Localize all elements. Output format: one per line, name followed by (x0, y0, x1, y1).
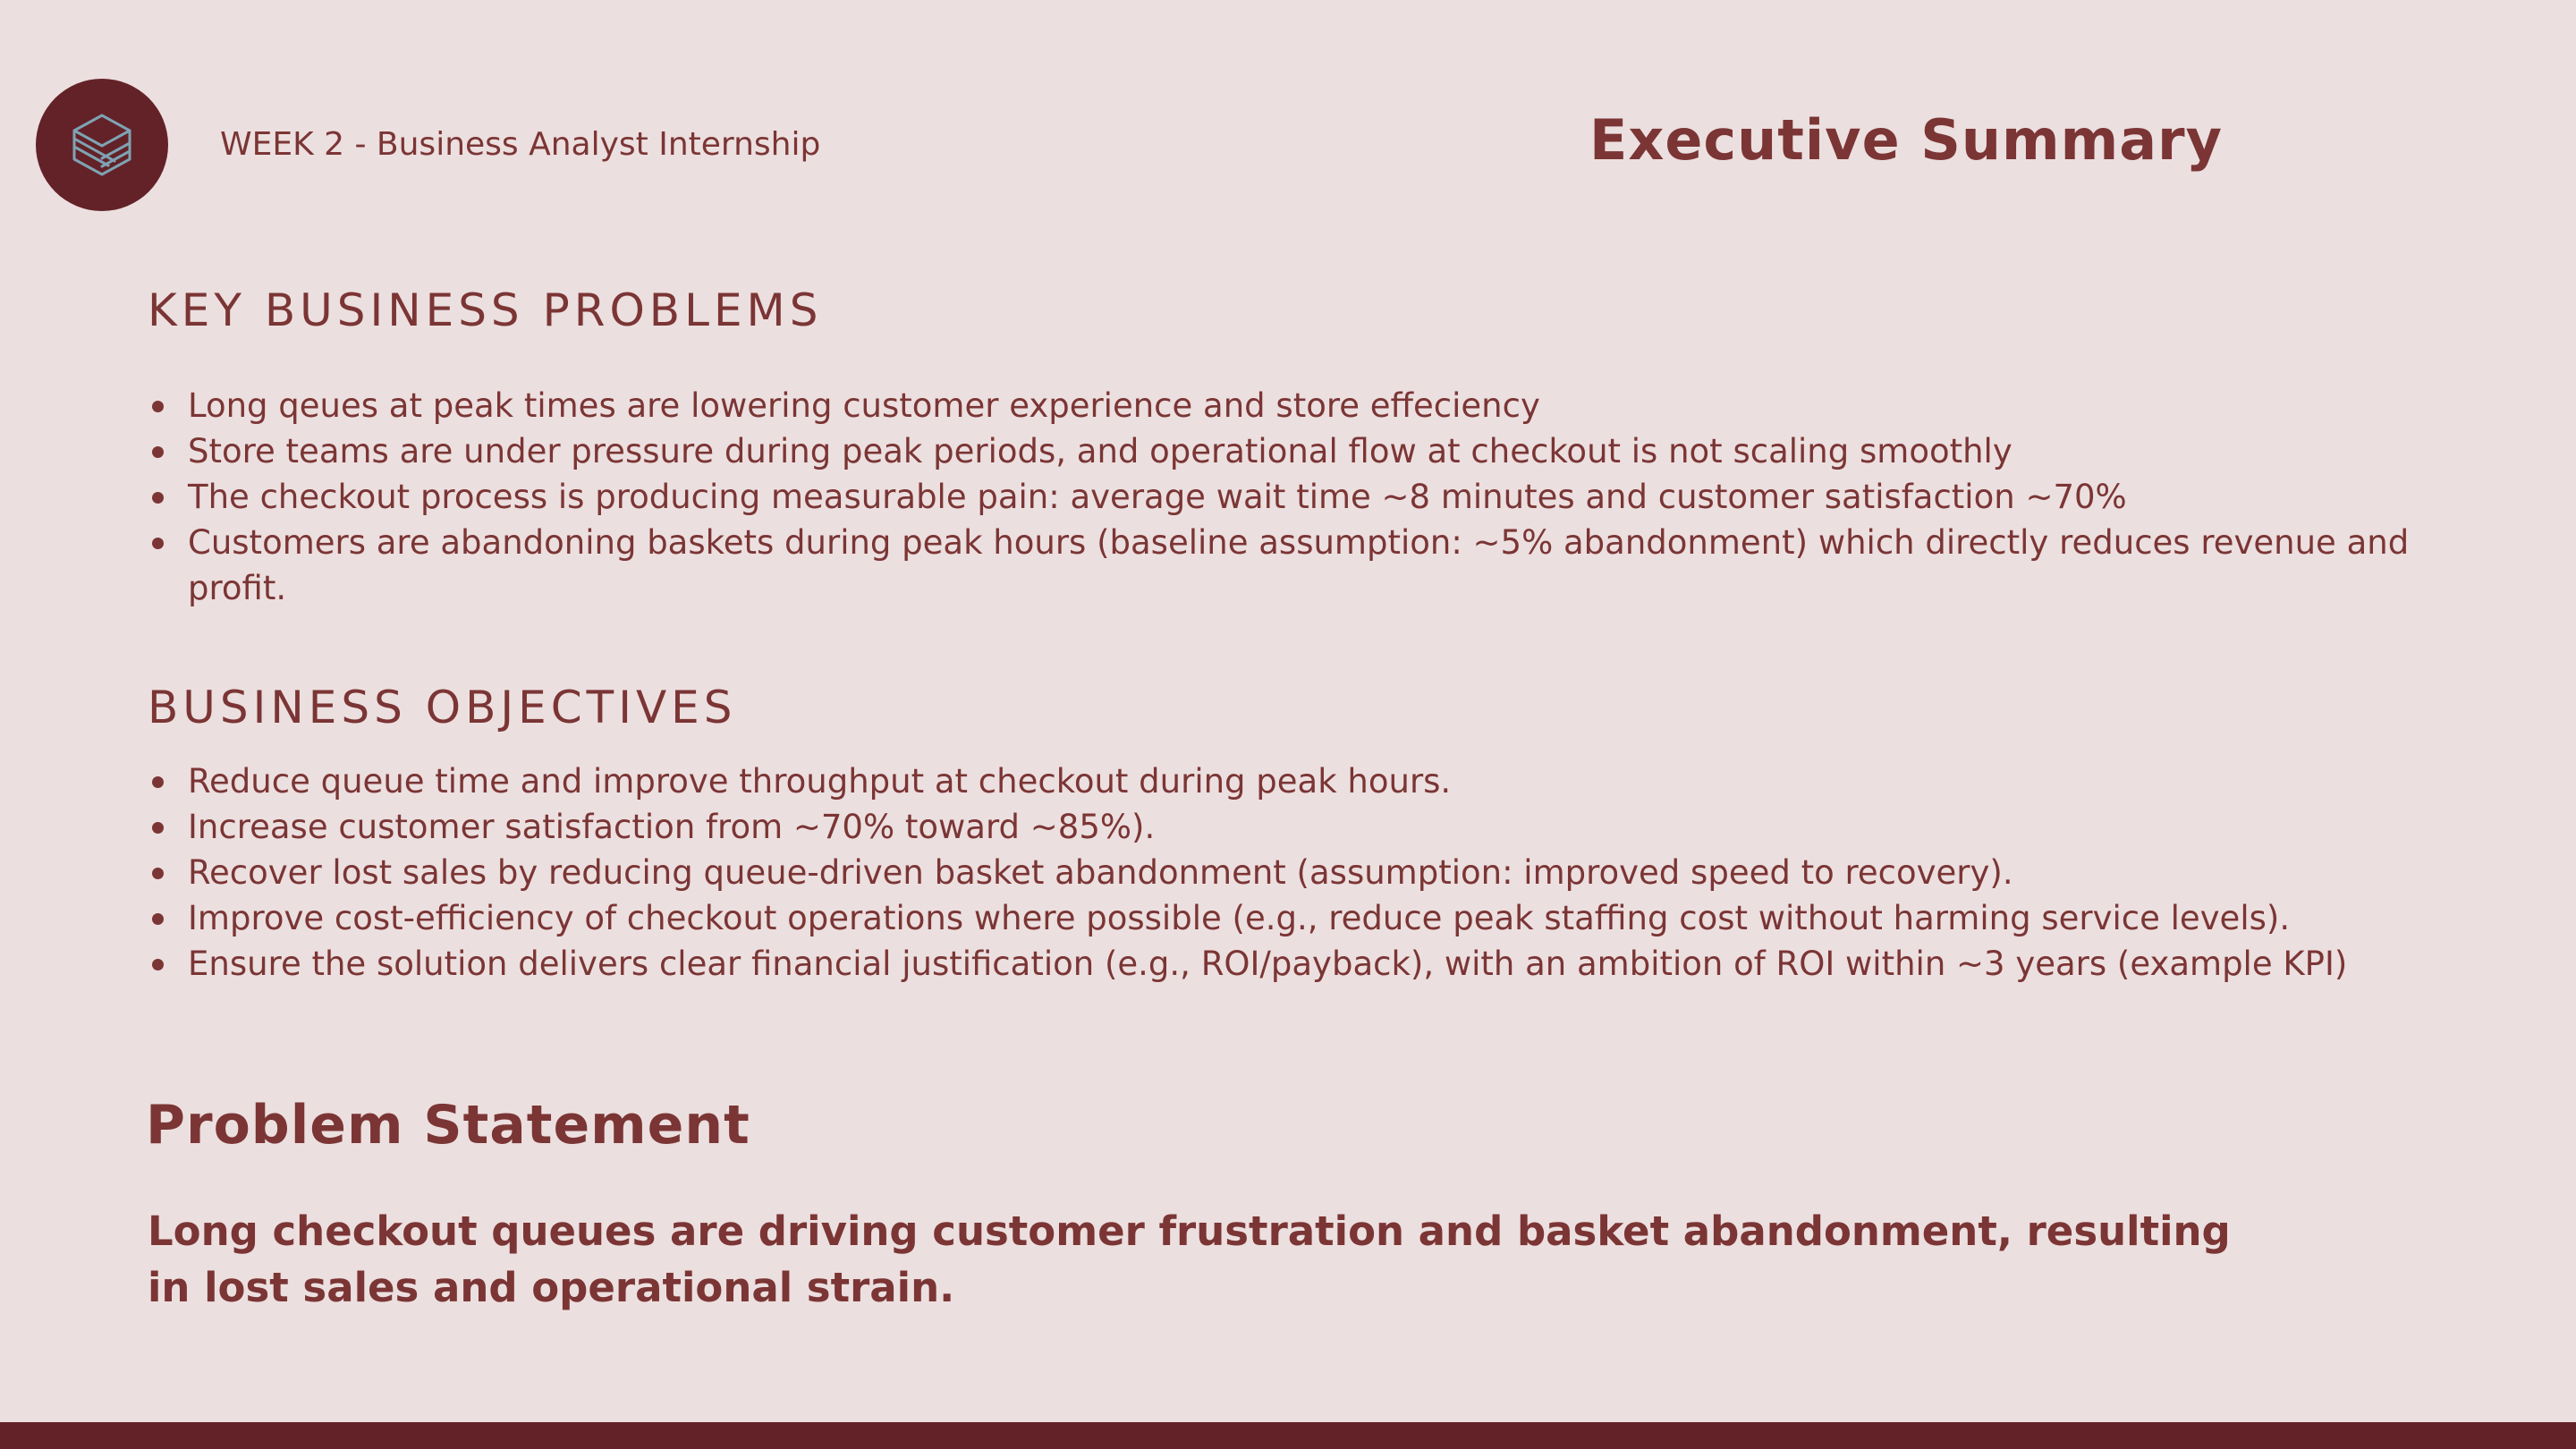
stacked-cube-icon (68, 111, 136, 179)
list-item-text: Ensure the solution delivers clear financial justification (e.g., ROI/payback), with an ambition of ROI within ~3 years (example KPI) (188, 945, 2348, 983)
list-item-text: Long qeues at peak times are lowering customer experience and store effeciency (188, 386, 1540, 425)
list-item (148, 383, 2437, 428)
key-problems-heading: KEY BUSINESS PROBLEMS (148, 284, 823, 336)
list-item-text: Recover lost sales by reducing queue-driven basket abandonment (assumption: improved speed to recovery). (188, 853, 2013, 892)
bullet-icon (152, 959, 164, 970)
list-item (148, 941, 2437, 987)
list-item-text: Increase customer satisfaction from ~70% toward ~85%). (188, 808, 1156, 846)
list-item (148, 895, 2437, 941)
list-item (148, 758, 2437, 804)
list-item (148, 520, 2437, 611)
list-item (148, 474, 2437, 520)
list-item-text: Improve cost-efficiency of checkout operations where possible (e.g., reduce peak staffing cost without harming service levels). (188, 899, 2291, 937)
list-item-text: Store teams are under pressure during peak periods, and operational flow at checkout is not scaling smoothly (188, 432, 2012, 470)
list-item-text: Customers are abandoning baskets during peak hours (baseline assumption: ~5% abandonment) which directly reduces revenue and profit. (188, 523, 2410, 607)
business-objectives-heading: BUSINESS OBJECTIVES (148, 682, 737, 733)
problem-statement-text: Long checkout queues are driving customer frustration and basket abandonment, resulting in lost sales and operational strain. (148, 1208, 2231, 1311)
bullet-icon (152, 538, 164, 549)
list-item (148, 428, 2437, 474)
list-item-text: Reduce queue time and improve throughput at checkout during peak hours. (188, 762, 1452, 801)
logo-badge (36, 79, 168, 211)
bullet-icon (152, 492, 164, 504)
problem-statement-heading: Problem Statement (146, 1094, 750, 1157)
course-subtitle: WEEK 2 - Business Analyst Internship (220, 126, 821, 163)
bullet-icon (152, 446, 164, 458)
footer-bar (0, 1422, 2576, 1449)
bullet-icon (152, 868, 164, 879)
page-title: Executive Summary (1589, 107, 2224, 173)
list-item-text: The checkout process is producing measurable pain: average wait time ~8 minutes and customer satisfaction ~70% (188, 478, 2127, 516)
key-problems-list (148, 383, 2437, 611)
list-item (148, 850, 2437, 895)
bullet-icon (152, 822, 164, 834)
bullet-icon (152, 776, 164, 788)
business-objectives-list (148, 758, 2437, 987)
list-item (148, 804, 2437, 850)
bullet-icon (152, 913, 164, 925)
bullet-icon (152, 401, 164, 412)
